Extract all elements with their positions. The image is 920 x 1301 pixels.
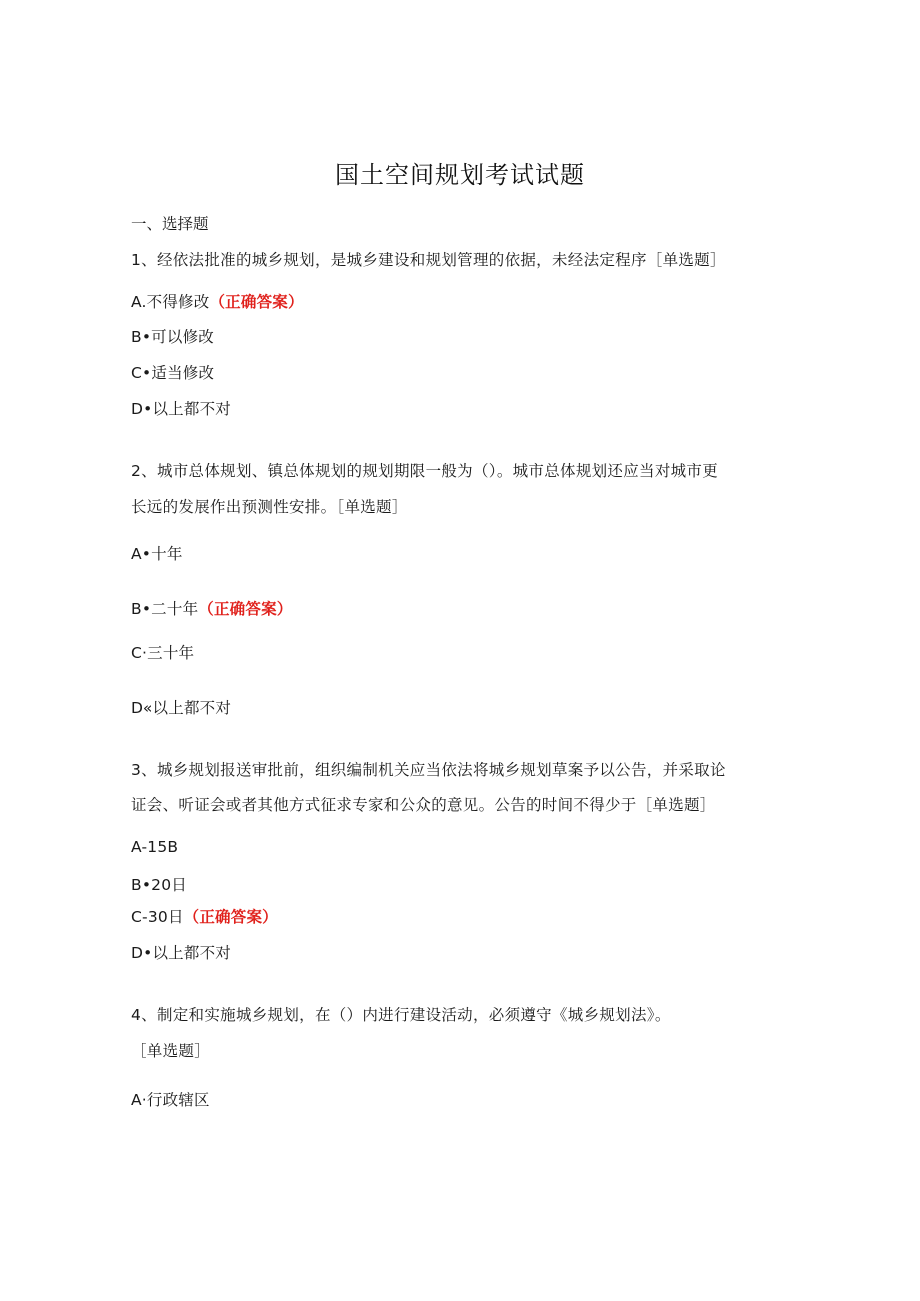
question-1-text: 1、经依法批准的城乡规划，是城乡建设和规划管理的依据，未经法定程序［单选题］ bbox=[131, 251, 726, 269]
question-4-text-line-2: ［单选题］ bbox=[131, 1042, 211, 1060]
question-3-option-a: A-15B bbox=[131, 838, 179, 856]
correct-answer-mark: （正确答案） bbox=[183, 908, 278, 926]
correct-answer-mark: （正确答案） bbox=[209, 293, 304, 311]
question-2-text-line-2: 长远的发展作出预测性安排。［单选题］ bbox=[131, 498, 408, 516]
question-1-option-d: D•以上都不对 bbox=[131, 400, 231, 418]
question-4-text-line-1: 4、制定和实施城乡规划，在（）内进行建设活动，必须遵守《城乡规划法》。 bbox=[131, 1006, 671, 1024]
question-3-text-line-2: 证会、听证会或者其他方式征求专家和公众的意见。公告的时间不得少于［单选题］ bbox=[131, 796, 716, 814]
question-3-option-d: D•以上都不对 bbox=[131, 944, 231, 962]
question-4-option-a: A·行政辖区 bbox=[131, 1091, 210, 1109]
question-1-option-b: B•可以修改 bbox=[131, 328, 214, 346]
section-heading: 一、选择题 bbox=[131, 215, 209, 233]
question-3-option-c bbox=[131, 905, 278, 927]
question-3-text-line-1: 3、城乡规划报送审批前，组织编制机关应当依法将城乡规划草案予以公告，并采取论 bbox=[131, 761, 726, 779]
question-2-text-line-1: 2、城市总体规划、镇总体规划的规划期限一般为（）。城市总体规划还应当对城市更 bbox=[131, 462, 719, 480]
option-label: A.不得修改 bbox=[131, 293, 210, 311]
question-1-option-c: C•适当修改 bbox=[131, 364, 215, 382]
question-2-option-a: A•十年 bbox=[131, 545, 183, 563]
option-label: C-30日 bbox=[131, 908, 184, 926]
question-2-option-d: D«以上都不对 bbox=[131, 699, 232, 717]
question-2-option-b bbox=[131, 597, 292, 619]
correct-answer-mark: （正确答案） bbox=[198, 600, 293, 618]
option-label: B•二十年 bbox=[131, 600, 199, 618]
question-3-option-b: B•20日 bbox=[131, 876, 187, 894]
question-2-option-c: C·三十年 bbox=[131, 644, 195, 662]
page-title: 国土空间规划考试试题 bbox=[335, 161, 585, 189]
question-1-option-a bbox=[131, 290, 304, 312]
